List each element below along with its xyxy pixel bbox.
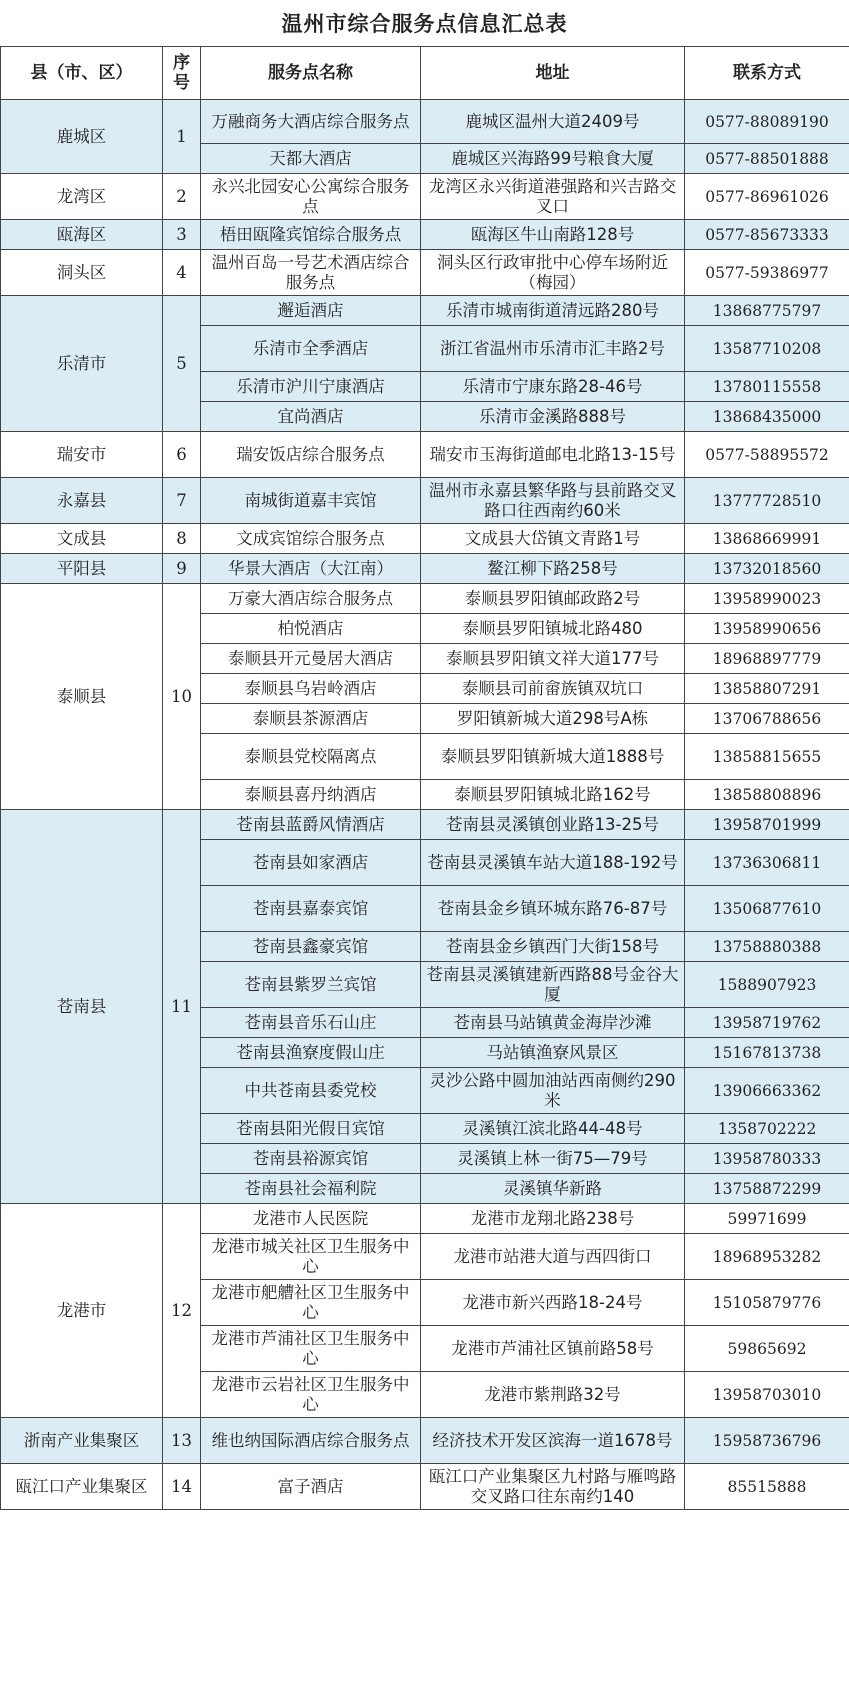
service-point-name-cell: 龙港市云岩社区卫生服务中心 — [201, 1372, 421, 1418]
address-cell: 罗阳镇新城大道298号A栋 — [421, 704, 685, 734]
service-point-name-cell: 乐清市沪川宁康酒店 — [201, 372, 421, 402]
address-cell: 温州市永嘉县繁华路与县前路交叉路口往西南约60米 — [421, 478, 685, 524]
address-cell: 苍南县金乡镇西门大街158号 — [421, 932, 685, 962]
contact-phone-cell: 13780115558 — [685, 372, 849, 402]
table-row — [1, 810, 849, 840]
contact-phone-cell: 13858807291 — [685, 674, 849, 704]
contact-phone-cell: 13868775797 — [685, 296, 849, 326]
serial-number-cell: 5 — [163, 296, 201, 432]
county-cell: 鹿城区 — [1, 100, 163, 174]
service-point-name-cell: 瑞安饭店综合服务点 — [201, 432, 421, 478]
contact-phone-cell: 13958701999 — [685, 810, 849, 840]
address-cell: 苍南县灵溪镇建新西路88号金谷大厦 — [421, 962, 685, 1008]
address-cell: 灵溪镇上林一街75—79号 — [421, 1144, 685, 1174]
county-cell: 泰顺县 — [1, 584, 163, 810]
address-cell: 鳌江柳下路258号 — [421, 554, 685, 584]
contact-phone-cell: 59971699 — [685, 1204, 849, 1234]
table-row — [1, 220, 849, 250]
county-cell: 浙南产业集聚区 — [1, 1418, 163, 1464]
service-point-name-cell: 邂逅酒店 — [201, 296, 421, 326]
contact-phone-cell: 0577-88501888 — [685, 144, 849, 174]
contact-phone-cell: 13858808896 — [685, 780, 849, 810]
service-point-name-cell: 乐清市全季酒店 — [201, 326, 421, 372]
county-cell: 瑞安市 — [1, 432, 163, 478]
service-point-name-cell: 万融商务大酒店综合服务点 — [201, 100, 421, 144]
county-cell: 瓯江口产业集聚区 — [1, 1464, 163, 1510]
contact-phone-cell: 85515888 — [685, 1464, 849, 1510]
contact-phone-cell: 13868669991 — [685, 524, 849, 554]
address-cell: 乐清市城南街道清远路280号 — [421, 296, 685, 326]
county-cell: 洞头区 — [1, 250, 163, 296]
serial-number-cell: 8 — [163, 524, 201, 554]
contact-phone-cell: 18968953282 — [685, 1234, 849, 1280]
contact-phone-cell: 13587710208 — [685, 326, 849, 372]
header-county: 县（市、区） — [1, 47, 163, 100]
service-point-name-cell: 泰顺县乌岩岭酒店 — [201, 674, 421, 704]
service-point-name-cell: 南城街道嘉丰宾馆 — [201, 478, 421, 524]
address-cell: 泰顺县司前畲族镇双坑口 — [421, 674, 685, 704]
contact-phone-cell: 13732018560 — [685, 554, 849, 584]
county-cell: 苍南县 — [1, 810, 163, 1204]
address-cell: 马站镇渔寮风景区 — [421, 1038, 685, 1068]
contact-phone-cell: 13736306811 — [685, 840, 849, 886]
service-point-name-cell: 苍南县音乐石山庄 — [201, 1008, 421, 1038]
contact-phone-cell: 13958990023 — [685, 584, 849, 614]
serial-number-cell: 7 — [163, 478, 201, 524]
contact-phone-cell: 18968897779 — [685, 644, 849, 674]
contact-phone-cell: 15105879776 — [685, 1280, 849, 1326]
table-header-row — [1, 47, 849, 100]
county-cell: 永嘉县 — [1, 478, 163, 524]
service-point-name-cell: 中共苍南县委党校 — [201, 1068, 421, 1114]
address-cell: 泰顺县罗阳镇文祥大道177号 — [421, 644, 685, 674]
service-point-name-cell: 苍南县紫罗兰宾馆 — [201, 962, 421, 1008]
service-point-name-cell: 苍南县渔寮度假山庄 — [201, 1038, 421, 1068]
serial-number-cell: 9 — [163, 554, 201, 584]
service-point-name-cell: 华景大酒店（大江南） — [201, 554, 421, 584]
service-point-name-cell: 龙港市芦浦社区卫生服务中心 — [201, 1326, 421, 1372]
address-cell: 苍南县灵溪镇车站大道188-192号 — [421, 840, 685, 886]
contact-phone-cell: 13868435000 — [685, 402, 849, 432]
address-cell: 灵溪镇江滨北路44-48号 — [421, 1114, 685, 1144]
serial-number-cell: 6 — [163, 432, 201, 478]
contact-phone-cell: 13858815655 — [685, 734, 849, 780]
service-point-name-cell: 泰顺县党校隔离点 — [201, 734, 421, 780]
contact-phone-cell: 15167813738 — [685, 1038, 849, 1068]
table-row — [1, 478, 849, 524]
serial-number-cell: 2 — [163, 174, 201, 220]
service-point-name-cell: 天都大酒店 — [201, 144, 421, 174]
header-no: 序号 — [163, 47, 201, 100]
serial-number-cell: 3 — [163, 220, 201, 250]
county-cell: 瓯海区 — [1, 220, 163, 250]
serial-number-cell: 1 — [163, 100, 201, 174]
service-point-name-cell: 宜尚酒店 — [201, 402, 421, 432]
county-cell: 平阳县 — [1, 554, 163, 584]
header-address: 地址 — [421, 47, 685, 100]
serial-number-cell: 4 — [163, 250, 201, 296]
county-cell: 龙湾区 — [1, 174, 163, 220]
contact-phone-cell: 13506877610 — [685, 886, 849, 932]
contact-phone-cell: 0577-86961026 — [685, 174, 849, 220]
serial-number-cell: 12 — [163, 1204, 201, 1418]
service-point-table — [0, 46, 849, 1510]
service-point-name-cell: 苍南县裕源宾馆 — [201, 1144, 421, 1174]
service-point-name-cell: 永兴北园安心公寓综合服务点 — [201, 174, 421, 220]
service-point-name-cell: 文成宾馆综合服务点 — [201, 524, 421, 554]
address-cell: 鹿城区温州大道2409号 — [421, 100, 685, 144]
service-point-name-cell: 梧田瓯隆宾馆综合服务点 — [201, 220, 421, 250]
address-cell: 龙港市新兴西路18-24号 — [421, 1280, 685, 1326]
service-point-name-cell: 柏悦酒店 — [201, 614, 421, 644]
contact-phone-cell: 1588907923 — [685, 962, 849, 1008]
contact-phone-cell: 15958736796 — [685, 1418, 849, 1464]
contact-phone-cell: 13958780333 — [685, 1144, 849, 1174]
table-row — [1, 100, 849, 144]
contact-phone-cell: 13777728510 — [685, 478, 849, 524]
contact-phone-cell: 13906663362 — [685, 1068, 849, 1114]
table-row — [1, 554, 849, 584]
address-cell: 乐清市宁康东路28-46号 — [421, 372, 685, 402]
contact-phone-cell: 1358702222 — [685, 1114, 849, 1144]
address-cell: 洞头区行政审批中心停车场附近（梅园） — [421, 250, 685, 296]
address-cell: 泰顺县罗阳镇城北路162号 — [421, 780, 685, 810]
service-point-name-cell: 富子酒店 — [201, 1464, 421, 1510]
service-point-name-cell: 万豪大酒店综合服务点 — [201, 584, 421, 614]
address-cell: 经济技术开发区滨海一道1678号 — [421, 1418, 685, 1464]
service-point-name-cell: 苍南县嘉泰宾馆 — [201, 886, 421, 932]
address-cell: 龙港市紫荆路32号 — [421, 1372, 685, 1418]
contact-phone-cell: 13706788656 — [685, 704, 849, 734]
county-cell: 乐清市 — [1, 296, 163, 432]
contact-phone-cell: 0577-85673333 — [685, 220, 849, 250]
serial-number-cell: 11 — [163, 810, 201, 1204]
service-point-name-cell: 龙港市人民医院 — [201, 1204, 421, 1234]
address-cell: 乐清市金溪路888号 — [421, 402, 685, 432]
address-cell: 泰顺县罗阳镇城北路480 — [421, 614, 685, 644]
serial-number-cell: 10 — [163, 584, 201, 810]
contact-phone-cell: 13958703010 — [685, 1372, 849, 1418]
table-row — [1, 250, 849, 296]
service-point-name-cell: 苍南县社会福利院 — [201, 1174, 421, 1204]
table-body — [1, 100, 849, 1510]
address-cell: 瓯江口产业集聚区九村路与雁鸣路交叉路口往东南约140 — [421, 1464, 685, 1510]
service-point-name-cell: 苍南县如家酒店 — [201, 840, 421, 886]
address-cell: 泰顺县罗阳镇邮政路2号 — [421, 584, 685, 614]
table-row — [1, 1418, 849, 1464]
address-cell: 灵沙公路中圆加油站西南侧约290米 — [421, 1068, 685, 1114]
contact-phone-cell: 0577-58895572 — [685, 432, 849, 478]
table-row — [1, 296, 849, 326]
header-contact: 联系方式 — [685, 47, 849, 100]
contact-phone-cell: 0577-88089190 — [685, 100, 849, 144]
address-cell: 文成县大岱镇文青路1号 — [421, 524, 685, 554]
header-name: 服务点名称 — [201, 47, 421, 100]
address-cell: 苍南县灵溪镇创业路13-25号 — [421, 810, 685, 840]
contact-phone-cell: 0577-59386977 — [685, 250, 849, 296]
address-cell: 泰顺县罗阳镇新城大道1888号 — [421, 734, 685, 780]
address-cell: 苍南县马站镇黄金海岸沙滩 — [421, 1008, 685, 1038]
address-cell: 鹿城区兴海路99号粮食大厦 — [421, 144, 685, 174]
county-cell: 文成县 — [1, 524, 163, 554]
service-point-name-cell: 泰顺县喜丹纳酒店 — [201, 780, 421, 810]
contact-phone-cell: 13958719762 — [685, 1008, 849, 1038]
contact-phone-cell: 13758872299 — [685, 1174, 849, 1204]
service-point-name-cell: 苍南县阳光假日宾馆 — [201, 1114, 421, 1144]
service-point-name-cell: 泰顺县开元曼居大酒店 — [201, 644, 421, 674]
address-cell: 龙湾区永兴街道港强路和兴吉路交叉口 — [421, 174, 685, 220]
address-cell: 龙港市站港大道与西四街口 — [421, 1234, 685, 1280]
table-row — [1, 1464, 849, 1510]
contact-phone-cell: 59865692 — [685, 1326, 849, 1372]
table-row — [1, 1204, 849, 1234]
address-cell: 苍南县金乡镇环城东路76-87号 — [421, 886, 685, 932]
service-point-name-cell: 温州百岛一号艺术酒店综合服务点 — [201, 250, 421, 296]
address-cell: 龙港市龙翔北路238号 — [421, 1204, 685, 1234]
service-point-name-cell: 泰顺县茶源酒店 — [201, 704, 421, 734]
page-title: 温州市综合服务点信息汇总表 — [281, 12, 568, 36]
address-cell: 龙港市芦浦社区镇前路58号 — [421, 1326, 685, 1372]
service-point-name-cell: 龙港市城关社区卫生服务中心 — [201, 1234, 421, 1280]
serial-number-cell: 13 — [163, 1418, 201, 1464]
serial-number-cell: 14 — [163, 1464, 201, 1510]
table-row — [1, 524, 849, 554]
address-cell: 浙江省温州市乐清市汇丰路2号 — [421, 326, 685, 372]
county-cell: 龙港市 — [1, 1204, 163, 1418]
service-point-name-cell: 苍南县蓝爵风情酒店 — [201, 810, 421, 840]
service-point-name-cell: 维也纳国际酒店综合服务点 — [201, 1418, 421, 1464]
contact-phone-cell: 13958990656 — [685, 614, 849, 644]
table-row — [1, 432, 849, 478]
service-point-name-cell: 苍南县鑫豪宾馆 — [201, 932, 421, 962]
contact-phone-cell: 13758880388 — [685, 932, 849, 962]
service-point-name-cell: 龙港市舥艚社区卫生服务中心 — [201, 1280, 421, 1326]
address-cell: 瑞安市玉海街道邮电北路13-15号 — [421, 432, 685, 478]
address-cell: 灵溪镇华新路 — [421, 1174, 685, 1204]
table-row — [1, 584, 849, 614]
address-cell: 瓯海区牛山南路128号 — [421, 220, 685, 250]
table-row — [1, 174, 849, 220]
